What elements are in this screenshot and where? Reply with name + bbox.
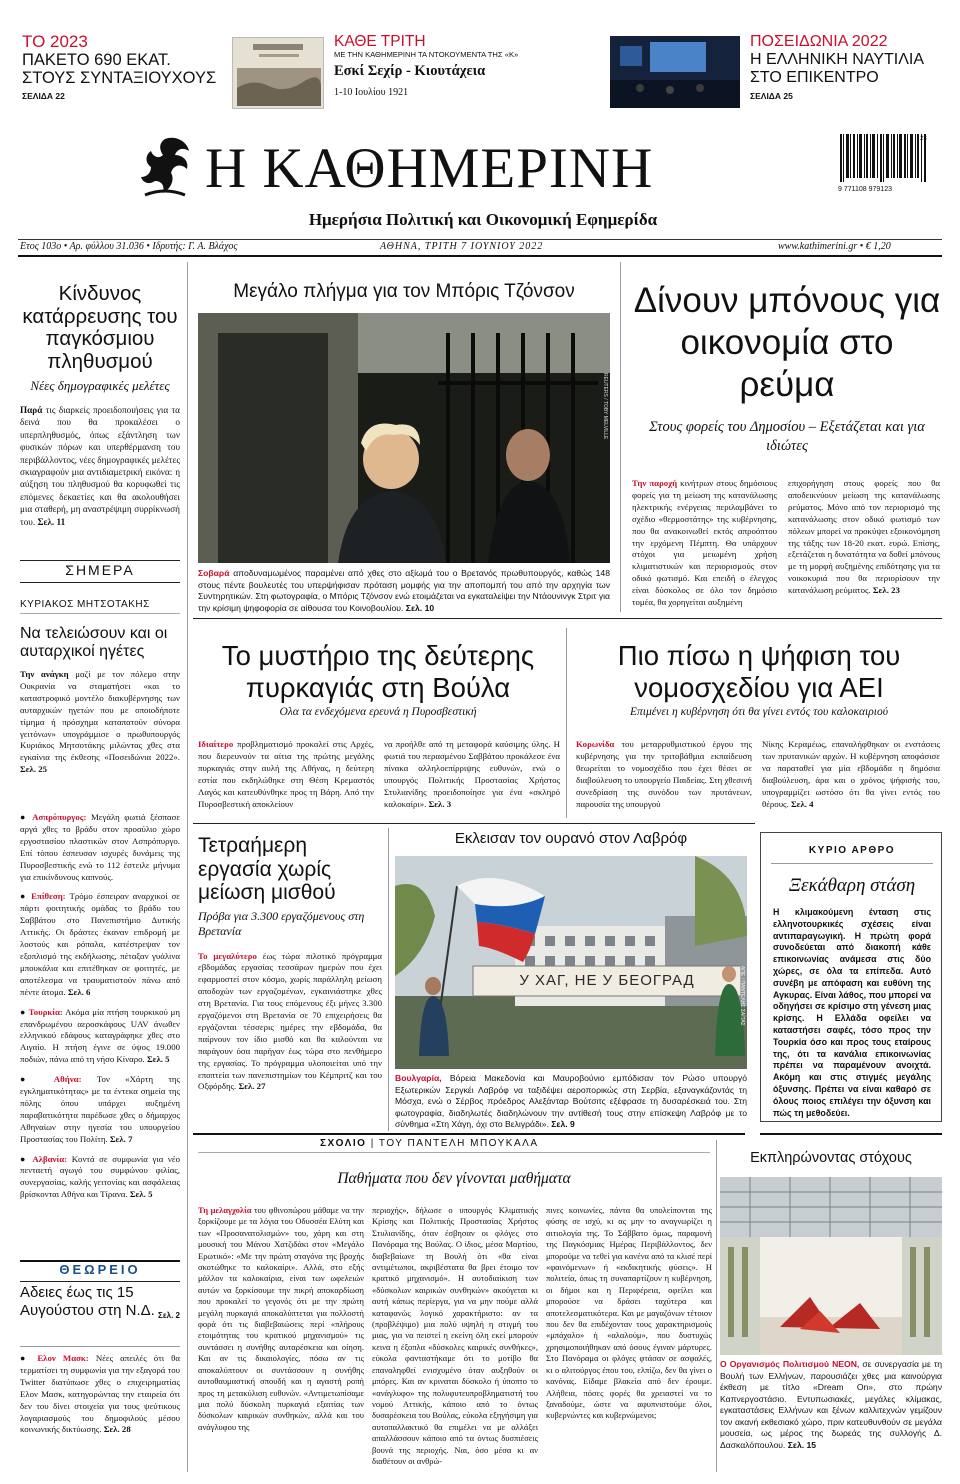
page-ref: Σελ. 27 <box>238 1081 266 1092</box>
boris-photo <box>198 313 610 563</box>
folio-date: ΑΘΗΝΑ, ΤΡΙΤΗ 7 ΙΟΥΝΙΟΥ 2022 <box>380 241 544 252</box>
voula-col1 <box>198 739 374 810</box>
editorial-box[interactable] <box>760 832 942 1122</box>
page-ref: Σελ. 5 <box>146 1054 170 1065</box>
masthead-subtitle: Ημερήσια Πολιτική και Οικονομική Εφημερίδα <box>308 210 658 229</box>
photo-credit: REUTERS / TOBY MELVILLE <box>602 373 608 440</box>
protest-banner: У ХАГ, НЕ У БЕОГРАД <box>519 972 695 989</box>
editorial-body: Η κλιμακούμενη ένταση στις ελληνοτουρκικές σχέσεις είναι αντιπαραγωγική. Η πρώτη φορά συνοδεύεται από διακοπή κάθε επικοινωνίας ανάμεσα στις δύο χώρες, σε όλα τα επίπεδα. Αυτό συνέβη με απόφαση και ευθύνη της Αγκυρας. Είναι λάθος, που μπορεί να οδηγήσει σε κρίσιμο στη γένεση μιας κρίσης. Η Ελλάδα οφείλει να καταστήσει σαφές, τόσο προς την Τουρκία όσο και προς τους εταίρους της, ότι τα κανάλια επικοινωνίας πρέπει να παραμένουν ανοιχτά. Ακόμη και στις στιγμές μεγάλης όξυνσης. Πρέπει να είναι καθαρό σε όλους ποιος επιλέγει την όξυνση και πώς τη μεθοδεύει. <box>773 907 931 1118</box>
brief-lead: Αθήνα: <box>53 1074 82 1085</box>
body-text: του μεταρρυθμιστικού έργου της κυβέρνησης για την τριτοβάθμια εκπαίδευση θεωρείται το νομοσχέδιο που έχει θέσει σε διαβούλευση το υπουργείο Παιδείας. Στη χθεσινή συνεδρίαση της συνόδου των πρυτάνεων, παρουσία της υπουργού <box>576 739 752 809</box>
page-ref: Σελ. 2 <box>158 1311 180 1320</box>
bonus-col1 <box>632 478 777 609</box>
subhead: Νέες δημογραφικές μελέτες <box>30 378 170 393</box>
page-ref: Σελ. 15 <box>787 1439 817 1450</box>
brief-body: Ακόμα μία πτήση τουρκικού μη επανδρωμένου αεροσκάφους UAV άνωθεν ελληνικού εδάφους καταγράφηκε χθες στο Αιγαίο. Η πτήση έγινε σε ύψος 19.000 ποδιών, πάνω από τη νήσο Κίναρο. <box>20 1006 180 1065</box>
teaser-page: ΣΕΛΙΔΑ 25 <box>750 91 793 101</box>
teaser-kicker: ΤΟ 2023 <box>22 32 88 51</box>
brief-body: Νέες απειλές ότι θα τερματίσει τη συμφωνία για την εξαγορά του Twitter διατύπωσε χθες ο επιχειρηματίας Ελον Μασκ, κατηγορώντας την εταιρεία ότι δεν του δίνει στοιχεία για τους ψεύτικους λογαριασμούς του δημοφιλούς μέσου κοινωνικής δικτύωσης. <box>20 1353 181 1435</box>
page-ref: Σελ. 10 <box>405 602 435 613</box>
neon-headline: Εκπληρώνοντας στόχους <box>750 1150 912 1166</box>
teaser-title: Εσκί Σεχίρ - Κιουτάχεια <box>334 63 486 79</box>
lead-word: Την ανάγκη <box>20 669 69 679</box>
body-text: επιχορήγηση στους φορείς που θα αποδεικνύουν μείωση της κατανάλωσης ρεύματος. Μόνο από τον περιορισμό της κατανάλωσης στον οδικό φωτισμό των πόλεων μπορεί να προκύψει εξοικονόμηση της τάξης των 18-20 εκατ. ευρώ. Επίσης, εξετάζεται η δυνατότητα να δοθεί μπόνους με τη μορφή αυξημένης επιδότησης για τα νοικοκυριά που θα περιορίσουν την κατανάλωση ρεύματος. <box>788 478 940 596</box>
aei-col1 <box>576 739 752 810</box>
caption-text: σε συνεργασία με τη Βουλή των Ελλήνων, παρουσιάζει χθες μια καινούργια έκθεση με τίτλο «Dream On», στο πρώην Καπνεργοστάσιο. Εντυπωσιακές, μεγάλες κλίμακας, εγκαταστάσεις Ελλήνων και ξένων καλλιτεχνών γεμίζουν τον ακανή εκθεσιακό χώρο, πριν κατευθυνθούν σε μεγάλα μουσεία, ως μέρος της δωρεάς της συλλογής Δ. Δασκαλόπουλου. <box>720 1359 942 1450</box>
headline: Το μυστήριο της δεύτερης πυρκαγιάς στη Βούλα <box>221 640 535 703</box>
body-text: περιοχής», δήλωσε ο υπουργός Κλιματικής Κρίσης και Πολιτικής Προστασίας Χρήστος Στυλιανίδης, όταν έσβησαν οι φλόγες στο Πανόραμα της Βούλας. Ο ίδιος, μέσα Μαρτίου, διαβεβαίωνε τη Βουλή ότι «θα είναι αντιμέτωποι, ακριβέστατα θα βρει έτοιμο τον κρατικό μηχανισμό». Η αυτοδιαίκιση των «δύσκολων καιρικών συνθηκών» ακούγεται κι αυτή κάπως περίεργα, για να μην πούμε αλλά καταφανώς λογικό χαρακτήριστο: αν τα (προβλέψιμο) μια πολύ υψηλή η στιγμή του μιας, για να πειστεί η εκείνη όλη εκεί μπορούν κεινα η έξοπλα «δύσκολες καιρικές συνθήκες», εύκολα φανταστήκαμε ότι το μοτίβο θα επαναληφθεί ενισχυμένο όταν αυξηθούν οι μπόρες. Και αν κριναται δύσκολο ή ύποπτο το «ανάγλυφο» της πολυφυτευπροβληματιστή του νομού Αττικής, κάποιο από το όντως δυσαρέσκεια του Βούλας, εύκολα εξηγήσιμη για αυτοπαλλακτικό θα επιμέλει να με αλλάξει απαλλάσσουν κάποιο από τα όντως δυσπιέσεις βουνά της περιοχής. Ναι, όσο μέσα κι αν διαθέτουν οι ανθρώ- <box>372 1205 538 1466</box>
page-ref: Σελ. 11 <box>37 516 66 527</box>
photo-credit: ΑΠΕ / ΠΑΝΤΕΛΗΣ ΣΑΪΤΑΣ <box>739 966 745 1026</box>
musk-brief[interactable]: ● Ελον Μασκ: Νέες απειλές ότι θα τερματίσει τη συμφωνία για την εξαγορά του Twitter διατύπωσε χθες ο επιχειρηματίας Ελον Μασκ, κατηγορώντας την εταιρεία ότι δεν του δίνει στοιχεία για τους ψεύτικους λογαριασμούς του δημοφιλούς μέσου κοινωνικής δικτύωσης. Σελ. 28 <box>20 1353 181 1435</box>
body-text: του φθινοπώρου μάθαμε να την ξορκίζουμε με τα λόγια του Οδυσσέα Ελύτη και των «Προσανατολισμών» του, χάρη και στη μουσική του Μάνου Χατζιδάκι στον «Μεγάλο Ερωτικό»: «Με την πρώτη σταγόνα της βροχής σκοτώθηκε το καλοκαίρι». Αλλά, στο εξής μάλλον τα καλοκαίρια, είναι των ωφελειών αυτών να ξορκίσουμε την πικρή αποκαρδίωση που προκαλεί το γεγονός ότι με την πρώτη μεγάλη πυρκαγιά αποκαλύπτεται για πολλοστή φορά ότι τις διαβεβαιώσεις περί «πλήρους ετοιμότητας του κρατικού μηχανισμού» τις συντάσσει η συνήθης αυταρέσκεια και οίηση. Και αν τις δικαιολογίες, πόσω αν τις αποκαλύπτουν οι συντάσσουν η συνήθης αυτοθαυμαστική σπουδή και η αγαστή ροπή προς τη μετακύλιση ευθυνών. «Αντιμετωπίσαμε μια πολύ δύσκολη πυρκαγιά εξαιτίας των δύσκολων καιρικών συνθηκών, αλλά και του ανάγλυφου της <box>198 1205 365 1432</box>
boris-caption <box>198 568 610 614</box>
page-ref: Σελ. 7 <box>109 1133 133 1144</box>
barcode-number: 9 771108 979123 <box>838 186 892 193</box>
story-body <box>20 669 180 776</box>
body-text: πινες κοινωνίες, πάντα θα υπολείπονται της φύσης σε ισχύ, κι ας μην το αναγνωρίζει η αιτιολογία της. Το Σάββατο όμως, παραμονή της Παγκόσμιας Ημέρας Περιβάλλοντος, δεν μπορούμε να τεθεί για κανένα από τα κλισέ περί «φαινόμενων» ή «εκδικητικής φύσεις». Η πολιτεία, όπως τη συναπαρτίζουν η κυβέρνηση, οι δήμοι και η Περιφέρεια, οφείλει και μπορούσε να δράσει ταχύτερα και αποτελεσματικότερα. Και με μαγαζόνων τέτοιον που δεν θα επιδέχονταν τους χαρακτηρισμούς «μπάχαλο» ή «αλαλούμ», που δυστυχώς χρησιμοποιήθηκαν από όσους έγιναν μάρτυρες. Στο Πανόραμα οι φλόγες φτάσαν σε ασφαλές, κι ο αλιτούργος έπου του, ελπίζω, δεν θα γίνει ο κανόνας. Είδαμε βλακεία από δεν έρουμε. Αλήθεια, πόσες φορές θα χρειαστεί να το ξαναδούμε, ώστε να αφυπνιστούμε όλοι, κυβερνώντες και κυβερνώμενοι; <box>546 1205 712 1421</box>
brief-lead: Επίθεση: <box>31 891 66 902</box>
teaser-posidonia[interactable] <box>750 33 950 101</box>
caption-lead: Βουλγαρία, <box>395 1073 442 1083</box>
brief-body: Μεγάλη φωτιά ξέσπασε αργά χθες το βράδυ στον προαύλιο χώρο εργοστασίου πλαστικών στον Ασπρόπυργο. Επί τόπου έσπευσαν ισχυρές δυνάμεις της Πυροσβεστικής ενώ το 112 έστειλε μήνυμα για επικίνδυνους καπνούς. <box>20 812 181 882</box>
subhead: Ολα τα ενδεχόμενα ερευνά η Πυροσβεστική <box>279 706 477 718</box>
body-text: έως τώρα πιλοτικό πρόγραμμα εβδομάδας εργασίας τεσσάρων ημερών που έχει εφαρμοστεί στον κόσμο, χωρίς παράλληλη μείωση αποδοχών των εργαζομένων, εγκαινιάστηκε χθες στη Βρετανία. Για τους επόμενους έξι μήνες 3.300 εργαζόμενοι στη Βρετανία σε 70 επιχειρήσεις θα εργάζονται τέσσερις ημέρες την εβδομάδα, θα παίρνουν τον ίδιο μισθό και θα καλούνται να παράγουν όσα παρήγαν έως τώρα στο πενθήμερο της εργασίας. Το πρόγραμμα υλοποιείται υπό την εποπτεία των πανεπιστημίων του Κέμπριτζ και του Οξφόρδης. <box>198 950 382 1092</box>
body-text: τις διαρκείς προειδοποιήσεις για τα δεινά που θα προκαλέσει ο υπερπληθυσμός, όπως εξάντληση των φυσικών πόρων και υπερθέρμανση του περιβάλλοντος, νέες δημογραφικές μελέτες σκιαγραφούν μια αντιδιαμετρική εικόνα: η αύξηση του πληθυσμού θα κορυφωθεί τις επόμενες δεκαετίες και θα ακολουθήσει μια σταθερή, μη αναστρέψιμη συρρίκνωσή του. <box>20 405 180 527</box>
folio-left: Ετος 103ο • Αρ. φύλλου 31.036 • Ιδρυτής: Γ. Α. Βλάχος <box>20 241 238 252</box>
brief-body: Κοντά σε συμφωνία για νέο πενταετή αγωγό του συμφώνου φιλίας, συνεργασίας, καλής γειτονίας και ασφάλειας βρίσκονται Αθήνα και Τίρανα. <box>20 1153 181 1200</box>
voula-story[interactable] <box>198 640 558 718</box>
lead-word: Ιδιαίτερο <box>198 739 234 749</box>
subhead: Επιμένει η κυβέρνηση ότι θα γίνει εντός του καλοκαιριού <box>630 706 888 718</box>
bonus-story[interactable] <box>632 280 942 456</box>
section-today: ΣΗΜΕΡΑ <box>65 562 135 578</box>
brief-item[interactable]: ● Επίθεση: Τρόμο έσπειραν αναρχικοί σε πάρτι φοιτητικής ομάδας το βράδυ του Σαββάτου στο Πανεπιστήμιο Δυτικής Αττικής. Οι δράστες έκαναν επιδρομή με λοστούς και ρόπαλα, κατέστρεψαν τον εξοπλισμό της εκδήλωσης, πέταξαν γυάλινα μπουκάλια και επιτέθηκαν σε φοιτητές, με αποτέλεσμα να τραυματιστούν πάνω από πέντε άτομα. Σελ. 6 <box>20 891 180 997</box>
comment-header: ΣΧΟΛΙΟ | ΤΟΥ ΠΑΝΤΕΛΗ ΜΠΟΥΚΑΛΑ <box>320 1138 539 1149</box>
lead-word: Το μεγαλύτερο <box>198 950 257 961</box>
story-body <box>198 951 382 1094</box>
barcode-issue: 23 <box>920 136 927 142</box>
barcode <box>838 134 930 194</box>
aei-story[interactable] <box>576 640 942 718</box>
teaser-pension[interactable] <box>22 33 222 101</box>
lead-word: Κορωνίδα <box>576 739 615 749</box>
page-ref: Σελ. 3 <box>428 798 452 809</box>
brief-item[interactable]: ● Ασπρόπυργος: Μεγάλη φωτιά ξέσπασε αργά χθες το βράδυ στον προαύλιο χώρο εργοστασίου πλαστικών στον Ασπρόπυργο. Επί τόπου έσπευσαν ισχυρές δυνάμεις της Πυροσβεστικής ενώ το 112 έστειλε μήνυμα για επικίνδυνους καπνούς. <box>20 812 181 882</box>
teaser-kicker: ΠΟΣΕΙΔΩΝΙΑ 2022 <box>750 33 888 50</box>
teaser-kicker: ΚΑΘΕ ΤΡΙΤΗ <box>334 33 426 50</box>
page-ref: Σελ. 28 <box>103 1424 131 1435</box>
voula-col2 <box>384 739 560 810</box>
comment-author: ΤΟΥ ΠΑΝΤΕΛΗ ΜΠΟΥΚΑΛΑ <box>378 1138 539 1149</box>
workweek-story[interactable] <box>198 834 382 1093</box>
aei-col2 <box>762 739 940 810</box>
body-text: κινήτρων στους δημόσιους φορείς για τη μείωση της κατανάλωσης ηλεκτρικής ενέργειας περιλαμβάνει το σχέδιο «θερμοστάτης» της κυβέρνησης, που θα ανακοινωθεί εκτός απροόπτου την ερχόμενη Πέμπτη. Θα υπάρχουν στόχοι για μειωμένη χρήση κλιματιστικών και περιορισμούς στον οδικό φωτισμό. Και επειδή ο έλεγχος είναι δύσκολος σε όλο τον δημόσιο τομέα, θα χορηγείται αυξημένη <box>632 478 777 608</box>
body-text: Νίκης Κεραμέως, επαναλήφθηκαν οι ενστάσεις των πρυτανικών αρχών. Η κυβέρνηση αποφάσισε να παραταθεί για μία εβδομάδα η δημόσια διαβούλευση, άρα και ο χρόνος ψήφισής του, υπογραμμίζει ωστόσο ότι θα γίνει εντός του θέρους. <box>762 739 940 809</box>
teaser-documents[interactable] <box>334 33 574 99</box>
comment-col1 <box>198 1205 364 1433</box>
teaser-doc-image <box>232 37 324 109</box>
briefs-list <box>20 812 180 1201</box>
brief-item[interactable]: ● Τουρκία: Ακόμα μία πτήση τουρκικού μη επανδρωμένου αεροσκάφους UAV άνωθεν ελληνικού εδάφους καταγράφηκε χθες στο Αιγαίο. Η πτήση έγινε σε ύψος 19.000 ποδιών, πάνω από τη νήσο Κίναρο. Σελ. 5 <box>20 1006 180 1065</box>
neon-photo <box>720 1177 942 1355</box>
neon-caption <box>720 1359 942 1451</box>
body-text: μαζί με τον πόλεμο στην Ουκρανία να σταματήσει «και το καταστροφικό μοντέλο διακυβέρνησης των αυταρχικών ηγετών που με οποιοδήποτε τίμημα ή πρόσχημα καταπατούν σύνορα γειτόνων» υπογράμμισε ο πρωθυπουργός Κυριάκος Μητσοτάκης μιλώντας χθες στα εγκαίνια της έκθεσης «Ποσειδώνια 2022». <box>20 669 181 763</box>
teaser-subkicker: ΜΕ ΤΗΝ ΚΑΘΗΜΕΡΙΝΗ ΤΑ ΝΤΟΚΟΥΜΕΝΤΑ ΤΗΣ «Κ» <box>334 50 519 59</box>
headline: Πιο πίσω η ψήφιση του νομοσχεδίου για ΑΕΙ <box>617 640 901 703</box>
brief-lead: Ελον Μασκ: <box>37 1353 89 1363</box>
headline: Δίνουν μπόνους για οικονομία στο ρεύμα <box>633 281 941 404</box>
lavrov-headline: Εκλεισαν τον ουρανό στον Λαβρόφ <box>454 830 688 847</box>
brief-item[interactable]: ● Αθήνα: Τον «Χάρτη της εγκληματικότητας» με τα έντεκα σημεία της πόλης όπου υπάρχει αυξημένη παραβατικότητα παρέδωσε χθες ο δήμαρχος Αθηναίων στην ηγεσία του υπουργείου Προστασίας του Πολίτη. Σελ. 7 <box>20 1074 181 1144</box>
body-text: να προήλθε από τη μεταφορά καύσιμης ύλης. Η φωτιά του περασμένου Σαββάτου προκάλεσε ένα πίνακα αλληλοεπίρριψης ευθυνών, ενώ ο υπουργός Πολιτικής Προστασίας Χρήστος Στυλιανίδης προειδοποίησε για ένα «σκληρό καλοκαίρι». <box>384 739 560 809</box>
teaser-posidonia-image <box>610 36 740 108</box>
lead-word: Τη μελαγχολία <box>198 1205 252 1215</box>
lead-word: Την παροχή <box>632 478 678 488</box>
page-ref: Σελ. 9 <box>551 1119 575 1129</box>
comment-col2 <box>372 1205 538 1467</box>
comment-label: ΣΧΟΛΙΟ <box>320 1138 367 1149</box>
body-text: προβληματισμό προκαλεί στις Αρχές, που διερευνούν τα αίτια της πρώτης μεγάλης πυρκαγιάς στην αυλή της Αθήνας, η δεύτερη εστία που εκδηλώθηκε στη Θέση Κρεμαστός Λαγός και κατευθύνθηκε προς τη Βάρη. Από την Πυροσβεστική αποκλείουν <box>198 739 374 809</box>
teaser-text: ΠΑΚΕΤΟ 690 ΕΚΑΤ. ΣΤΟΥΣ ΣΥΝΤΑΞΙΟΥΧΟΥΣ <box>22 51 217 87</box>
headline: Να τελειώσουν και οι αυταρχικοί ηγέτες <box>20 625 168 660</box>
op-story[interactable] <box>20 625 180 776</box>
caption-lead: Ο Οργανισμός Πολιτισμού ΝΕΟΝ, <box>720 1359 860 1369</box>
bonus-col2 <box>788 478 940 597</box>
caption-text: Βόρεια Μακεδονία και Μαυροβούνιο εμπόδισαν τον Ρώσο υπουργό Εξωτερικών Σεργκέι Λαβρόφ να ταξιδέψει αεροπορικώς στη Σερβία, εξαναγκάζοντάς τη Μόσχα, ενώ ο Σέρβος πρόεδρος Αλεξάνταρ Βούτσιτς εξέφρασε τη δυσαρέσκειά του. Στη φωτογραφία, διαδηλωτές διαδηλώνουν την αντίθεσή τους στην επίσκεψη Λαβρόφ με το σύνθημα «Στη Χάγη, όχι στο Βελιγράδι». <box>395 1073 747 1129</box>
headline: Κίνδυνος κατάρρευσης του παγκόσμιου πληθυσμού <box>22 282 178 373</box>
brief-item[interactable]: ● Αλβανία: Κοντά σε συμφωνία για νέο πενταετή αγωγό του συμφώνου φιλίας, συνεργασίας, καλής γειτονίας και ασφάλειας βρίσκονται Αθήνα και Τίρανα. Σελ. 5 <box>20 1153 181 1200</box>
boris-headline: Μεγάλο πλήγμα για τον Μπόρις Τζόνσον <box>233 281 575 302</box>
story-body <box>20 404 180 528</box>
comment-title: Παθήματα που δεν γίνονται μαθήματα <box>337 1170 571 1187</box>
page-ref: Σελ. 6 <box>67 986 91 997</box>
brief-lead: Ασπρόπυργος: <box>32 812 87 822</box>
lavrov-photo <box>395 856 747 1069</box>
editorial-title: Ξεκάθαρη στάση <box>788 875 916 896</box>
page-ref: Σελ. 25 <box>20 764 48 775</box>
teaser-page: ΣΕΛΙΔΑ 22 <box>22 91 65 101</box>
masthead-title: Η ΚΑΘΗΜΕΡΙΝΗ <box>205 137 654 200</box>
subhead: Πρόβα για 3.300 εργαζόμενους στη Βρετανία <box>198 908 365 938</box>
headline: Αδειες έως τις 15 Αυγούστου στη Ν.Δ. <box>20 1284 155 1319</box>
subhead: Στους φορείς του Δημοσίου – Εξετάζεται και για ιδιώτες <box>649 419 925 454</box>
page-ref: Σελ. 4 <box>790 798 814 809</box>
caption-lead: Σοβαρά <box>198 568 230 578</box>
theoreio-story[interactable] <box>20 1284 180 1320</box>
teaser-text: Η ΕΛΛΗΝΙΚΗ ΝΑΥΤΙΛΙΑ ΣΤΟ ΕΠΙΚΕΝΤΡΟ <box>750 51 924 86</box>
left-lead-story[interactable] <box>20 283 180 528</box>
brief-lead: Τουρκία: <box>28 1006 63 1017</box>
folio-right: www.kathimerini.gr • € 1,20 <box>778 241 891 252</box>
lead-word: Παρά <box>20 405 43 415</box>
page-ref: Σελ. 5 <box>129 1189 153 1200</box>
teaser-dates: 1-10 Ιουλίου 1921 <box>334 87 409 98</box>
lavrov-caption <box>395 1073 747 1131</box>
caption-text: αποδυναμωμένος παραμένει από χθες στο αξίωμά του ο Βρετανός πρωθυπουργός, καθώς 148 στους πέντε βουλευτές του υπερψήφισαν πρόταση μομφής για την αποπομπή του από την αρχηγία των Συντηρητικών. Στη φωτογραφία, ο Μπόρις Τζόνσον ενώ ετοιμάζεται να εγκαταλείψει την Ντάουνινγκ Στριτ για την κρίσιμη ψηφοφορία σε αίθουσα του Κοινοβουλίου. <box>198 568 610 613</box>
section-theoreio: ΘΕΩΡΕΙΟ <box>59 1262 141 1277</box>
brief-lead: Αλβανία: <box>32 1153 68 1164</box>
op-author: ΚΥΡΙΑΚΟΣ ΜΗΤΣΟΤΑΚΗΣ <box>20 599 150 610</box>
page-ref: Σελ. 23 <box>872 585 900 596</box>
comment-col3 <box>546 1205 712 1422</box>
logo-griffin-icon <box>135 133 195 201</box>
editorial-label: ΚΥΡΙΟ ΑΡΘΡΟ <box>808 845 896 856</box>
brief-body: Τρόμο έσπειραν αναρχικοί σε πάρτι φοιτητικής ομάδας το βράδυ του Σαββάτου στο Πανεπιστήμιο Δυτικής Αττικής. Οι δράστες έκαναν επιδρομή με λοστούς και ρόπαλα, κατέστρεψαν τον εξοπλισμό της εκδήλωσης, πέταξαν γυάλινα μπουκάλια και επιτέθηκαν σε φοιτητές, με αποτέλεσμα να τραυματιστούν πάνω από πέντε άτομα. <box>20 891 180 997</box>
headline: Τετραήμερη εργασία χωρίς μείωση μισθού <box>198 834 336 904</box>
brief-body: Τον «Χάρτη της εγκληματικότητας» με τα έντεκα σημεία της πόλης όπου υπάρχει αυξημένη παραβατικότητα παρέδωσε χθες ο δήμαρχος Αθηναίων στην ηγεσία του υπουργείου Προστασίας του Πολίτη. <box>20 1074 181 1144</box>
